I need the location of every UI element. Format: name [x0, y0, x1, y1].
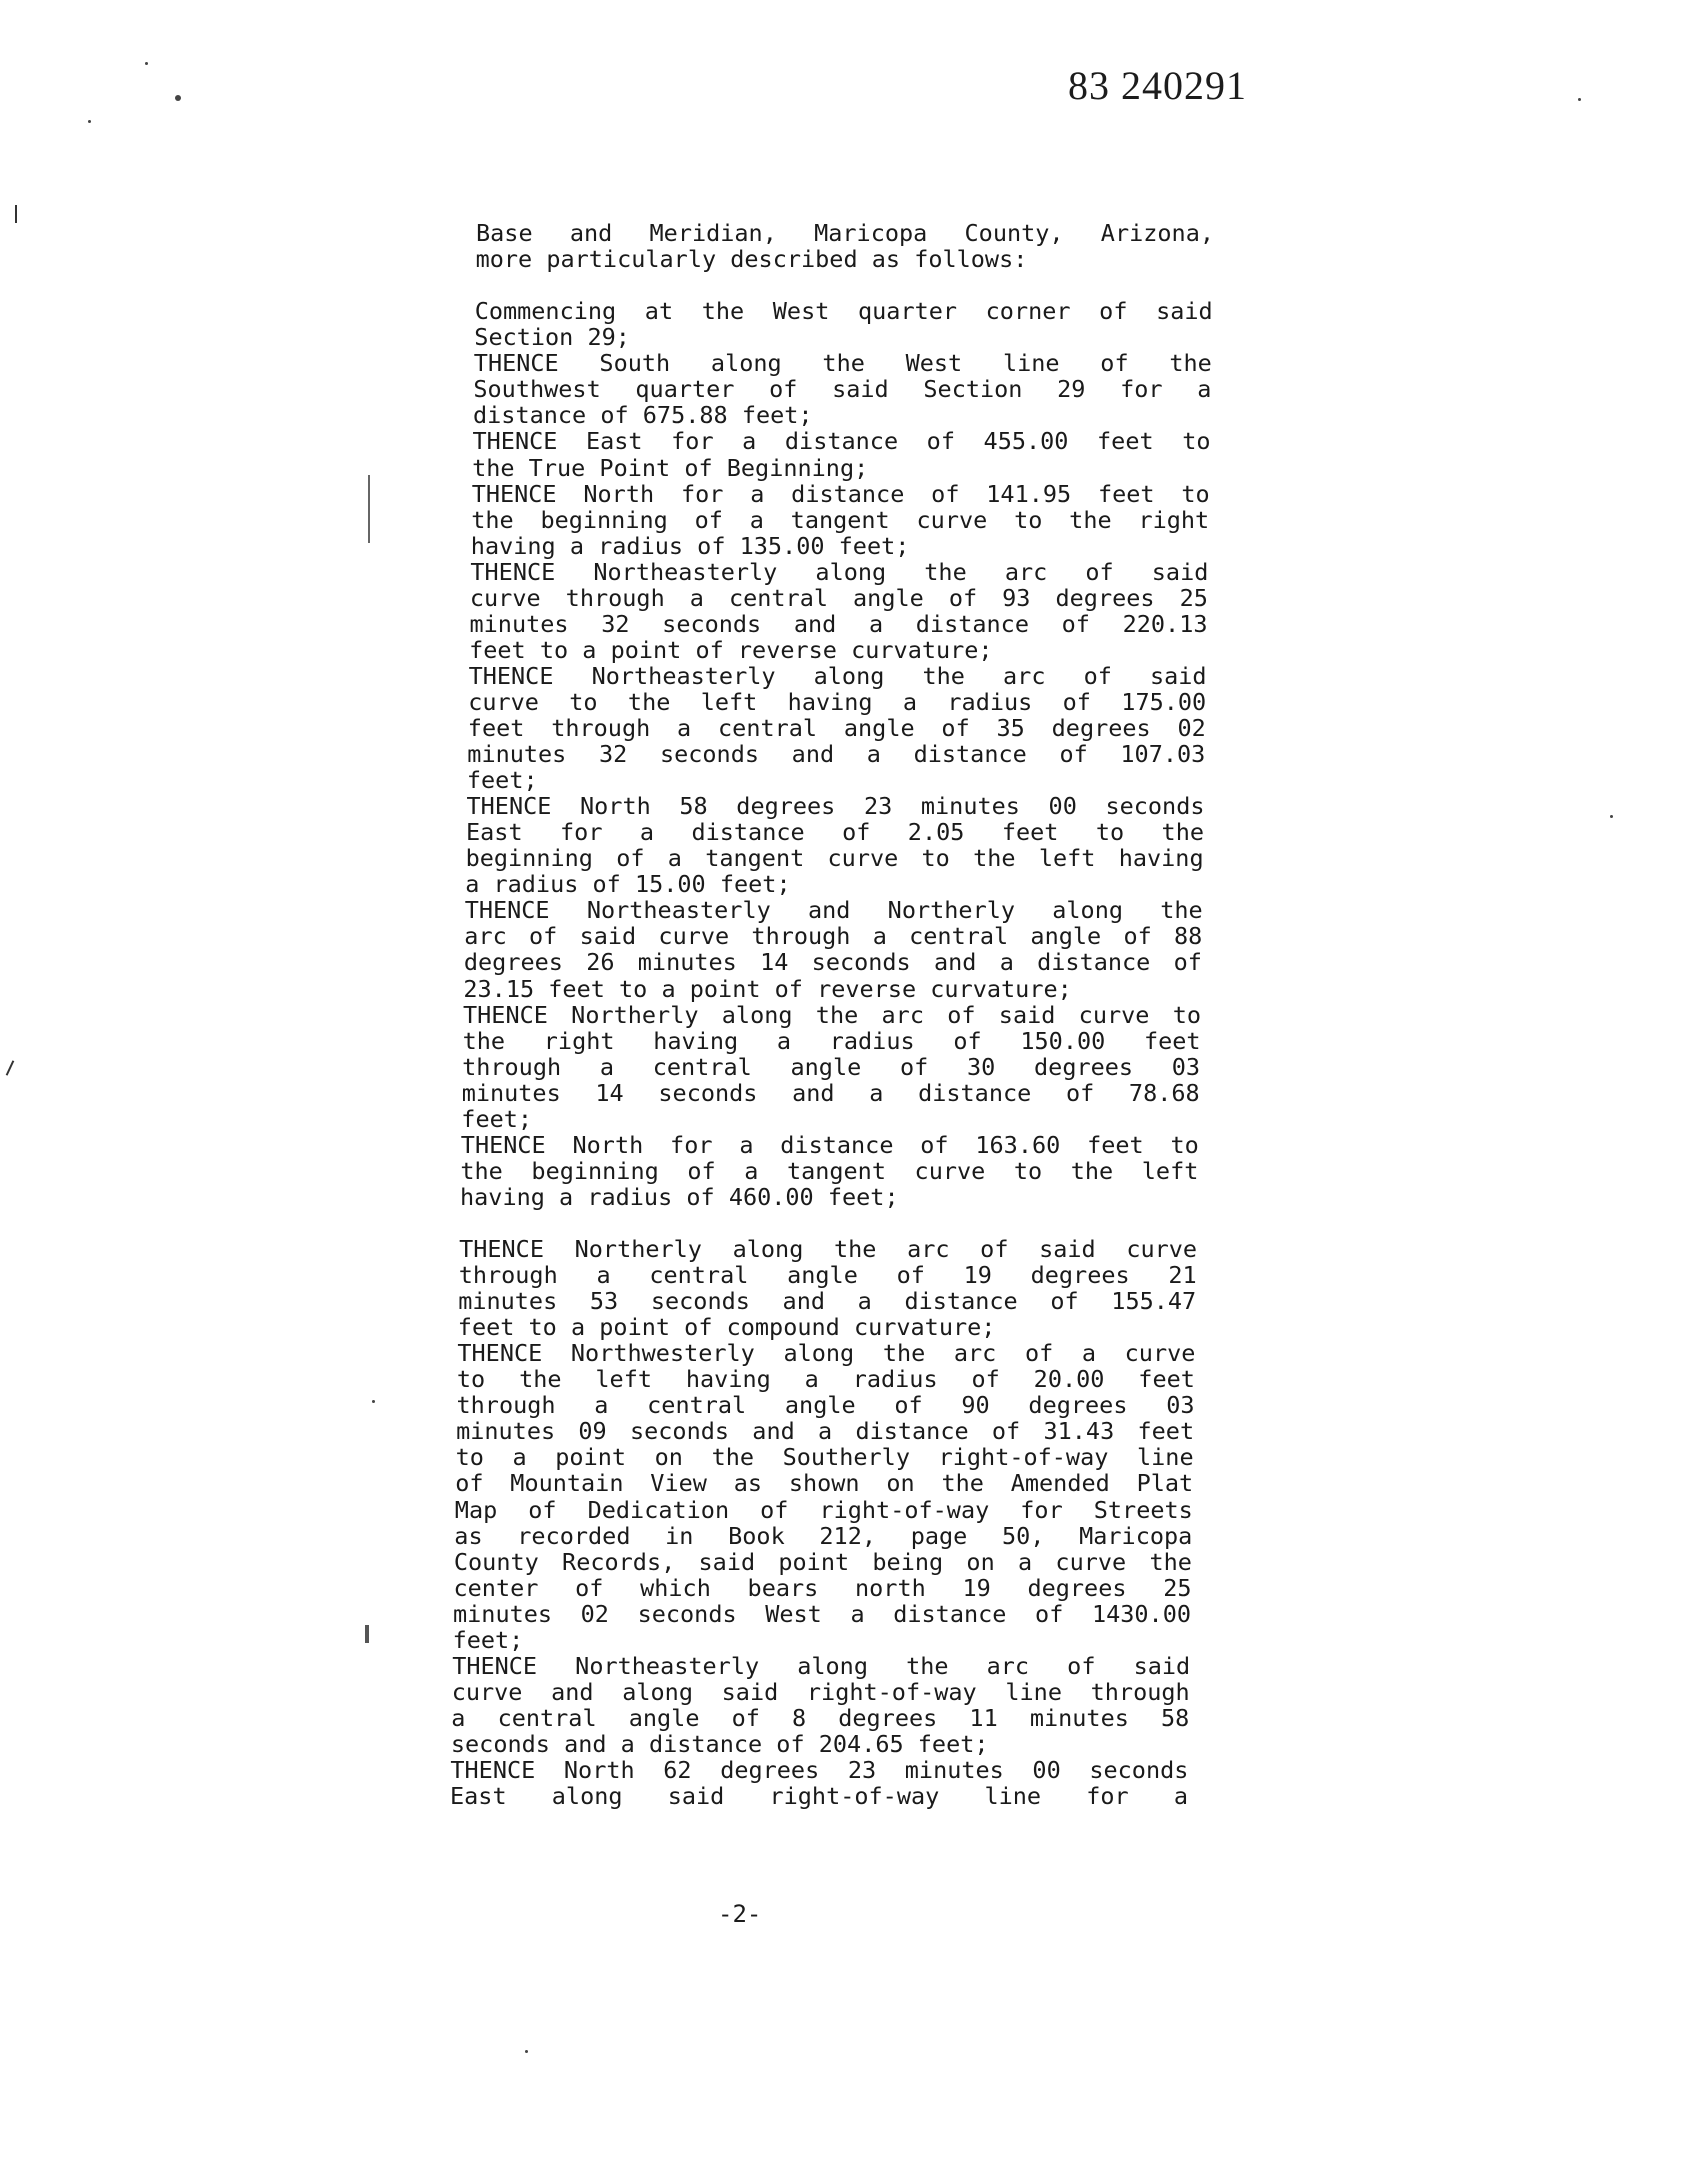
text-line: more particularly described as follows: — [475, 245, 1028, 274]
text-line: 23.15 feet to a point of reverse curvature; — [463, 974, 1072, 1003]
text-line: feet to a point of reverse curvature; — [469, 635, 993, 664]
text-line: the beginning of a tangent curve to the left — [460, 1156, 1199, 1185]
text-line: beginning of a tangent curve to the left having — [465, 844, 1204, 873]
scan-speck — [175, 95, 181, 101]
text-line: seconds and a distance of 204.65 feet; — [450, 1729, 989, 1758]
text-line: minutes 53 seconds and a distance of 155.47 — [458, 1287, 1197, 1315]
text-line: Base and Meridian, Maricopa County, Arizona, — [476, 219, 1214, 247]
text-line: THENCE North 58 degrees 23 minutes 00 seconds — [466, 792, 1205, 821]
scan-mark — [365, 1625, 369, 1643]
text-line: minutes 09 seconds and a distance of 31.43 feet — [456, 1417, 1195, 1446]
text-line: THENCE Northerly along the arc of said curve — [459, 1235, 1198, 1263]
text-line: THENCE North for a distance of 163.60 feet to — [460, 1130, 1199, 1159]
text-line: THENCE North for a distance of 141.95 feet to — [471, 479, 1210, 508]
text-line: through a central angle of 30 degrees 03 — [462, 1052, 1201, 1081]
text-line: feet; — [461, 1104, 533, 1133]
text-line: curve to the left having a radius of 175.00 — [468, 687, 1207, 716]
text-line: arc of said curve through a central angle of 88 — [464, 922, 1203, 951]
scan-mark — [368, 475, 370, 543]
text-line: feet to a point of compound curvature; — [457, 1313, 996, 1342]
text-line: minutes 32 seconds and a distance of 107.03 — [467, 740, 1206, 768]
text-line: through a central angle of 90 degrees 03 — [456, 1391, 1195, 1420]
text-line: THENCE Northerly along the arc of said curve to — [463, 1000, 1201, 1029]
text-line: THENCE Northwesterly along the arc of a curve — [457, 1339, 1196, 1368]
text-line: Southwest quarter of said Section 29 for a — [473, 375, 1212, 404]
text-line: having a radius of 135.00 feet; — [470, 531, 910, 560]
page-number: -2- — [718, 1900, 762, 1928]
text-line: THENCE Northeasterly along the arc of said — [452, 1651, 1191, 1680]
text-line: a central angle of 8 degrees 11 minutes 58 — [451, 1703, 1190, 1732]
scan-speck — [145, 62, 148, 65]
text-line: a radius of 15.00 feet; — [465, 870, 791, 899]
text-line: minutes 14 seconds and a distance of 78.68 — [461, 1078, 1200, 1107]
text-line: minutes 02 seconds West a distance of 1430.00 — [453, 1599, 1191, 1628]
text-line: through a central angle of 19 degrees 21 — [458, 1261, 1197, 1289]
text-line: East along said right-of-way line for a — [450, 1782, 1188, 1810]
text-line: Map of Dedication of right-of-way for Streets — [454, 1495, 1193, 1524]
text-line: degrees 26 minutes 14 seconds and a distance of — [463, 948, 1202, 977]
scan-speck — [1610, 815, 1613, 818]
scan-speck — [525, 2050, 528, 2053]
text-line: to the left having a radius of 20.00 feet — [456, 1365, 1195, 1394]
text-line: feet through a central angle of 35 degrees 02 — [467, 714, 1206, 742]
text-line: minutes 32 seconds and a distance of 220.13 — [469, 609, 1208, 638]
text-line: center of which bears north 19 degrees 25 — [453, 1573, 1192, 1602]
text-line: Commencing at the West quarter corner of said — [474, 297, 1213, 326]
text-line: as recorded in Book 212, page 50, Maricopa — [454, 1521, 1193, 1550]
text-line: curve and along said right-of-way line through — [451, 1677, 1190, 1706]
text-line: THENCE Northeasterly along the arc of said — [470, 557, 1209, 586]
text-line: having a radius of 460.00 feet; — [460, 1182, 899, 1211]
text-line: THENCE East for a distance of 455.00 feet to — [472, 427, 1211, 456]
document-number: 83 240291 — [1068, 63, 1247, 108]
scan-speck — [88, 120, 91, 123]
text-line: the beginning of a tangent curve to the right — [471, 505, 1210, 534]
text-line: THENCE South along the West line of the — [473, 349, 1212, 378]
text-line: Section 29; — [474, 323, 630, 352]
text-line: feet; — [466, 766, 538, 795]
text-line: feet; — [452, 1625, 524, 1654]
text-line: of Mountain View as shown on the Amended Plat — [455, 1469, 1194, 1498]
text-line: County Records, said point being on a curve the — [453, 1547, 1192, 1576]
text-line: THENCE Northeasterly along the arc of said — [468, 661, 1207, 690]
scan-speck — [1578, 98, 1581, 101]
scan-mark — [15, 205, 17, 223]
text-line: THENCE North 62 degrees 23 minutes 00 seconds — [450, 1756, 1189, 1784]
text-line: THENCE Northeasterly and Northerly along the — [464, 896, 1203, 925]
text-line: the True Point of Beginning; — [472, 453, 869, 482]
text-line: distance of 675.88 feet; — [473, 401, 813, 430]
scan-speck — [372, 1400, 375, 1403]
scan-mark — [6, 1060, 15, 1075]
text-line: to a point on the Southerly right-of-way line — [455, 1443, 1194, 1472]
text-line: the right having a radius of 150.00 feet — [462, 1026, 1201, 1055]
text-line: curve through a central angle of 93 degrees 25 — [469, 583, 1208, 612]
text-line: East for a distance of 2.05 feet to the — [466, 818, 1204, 847]
